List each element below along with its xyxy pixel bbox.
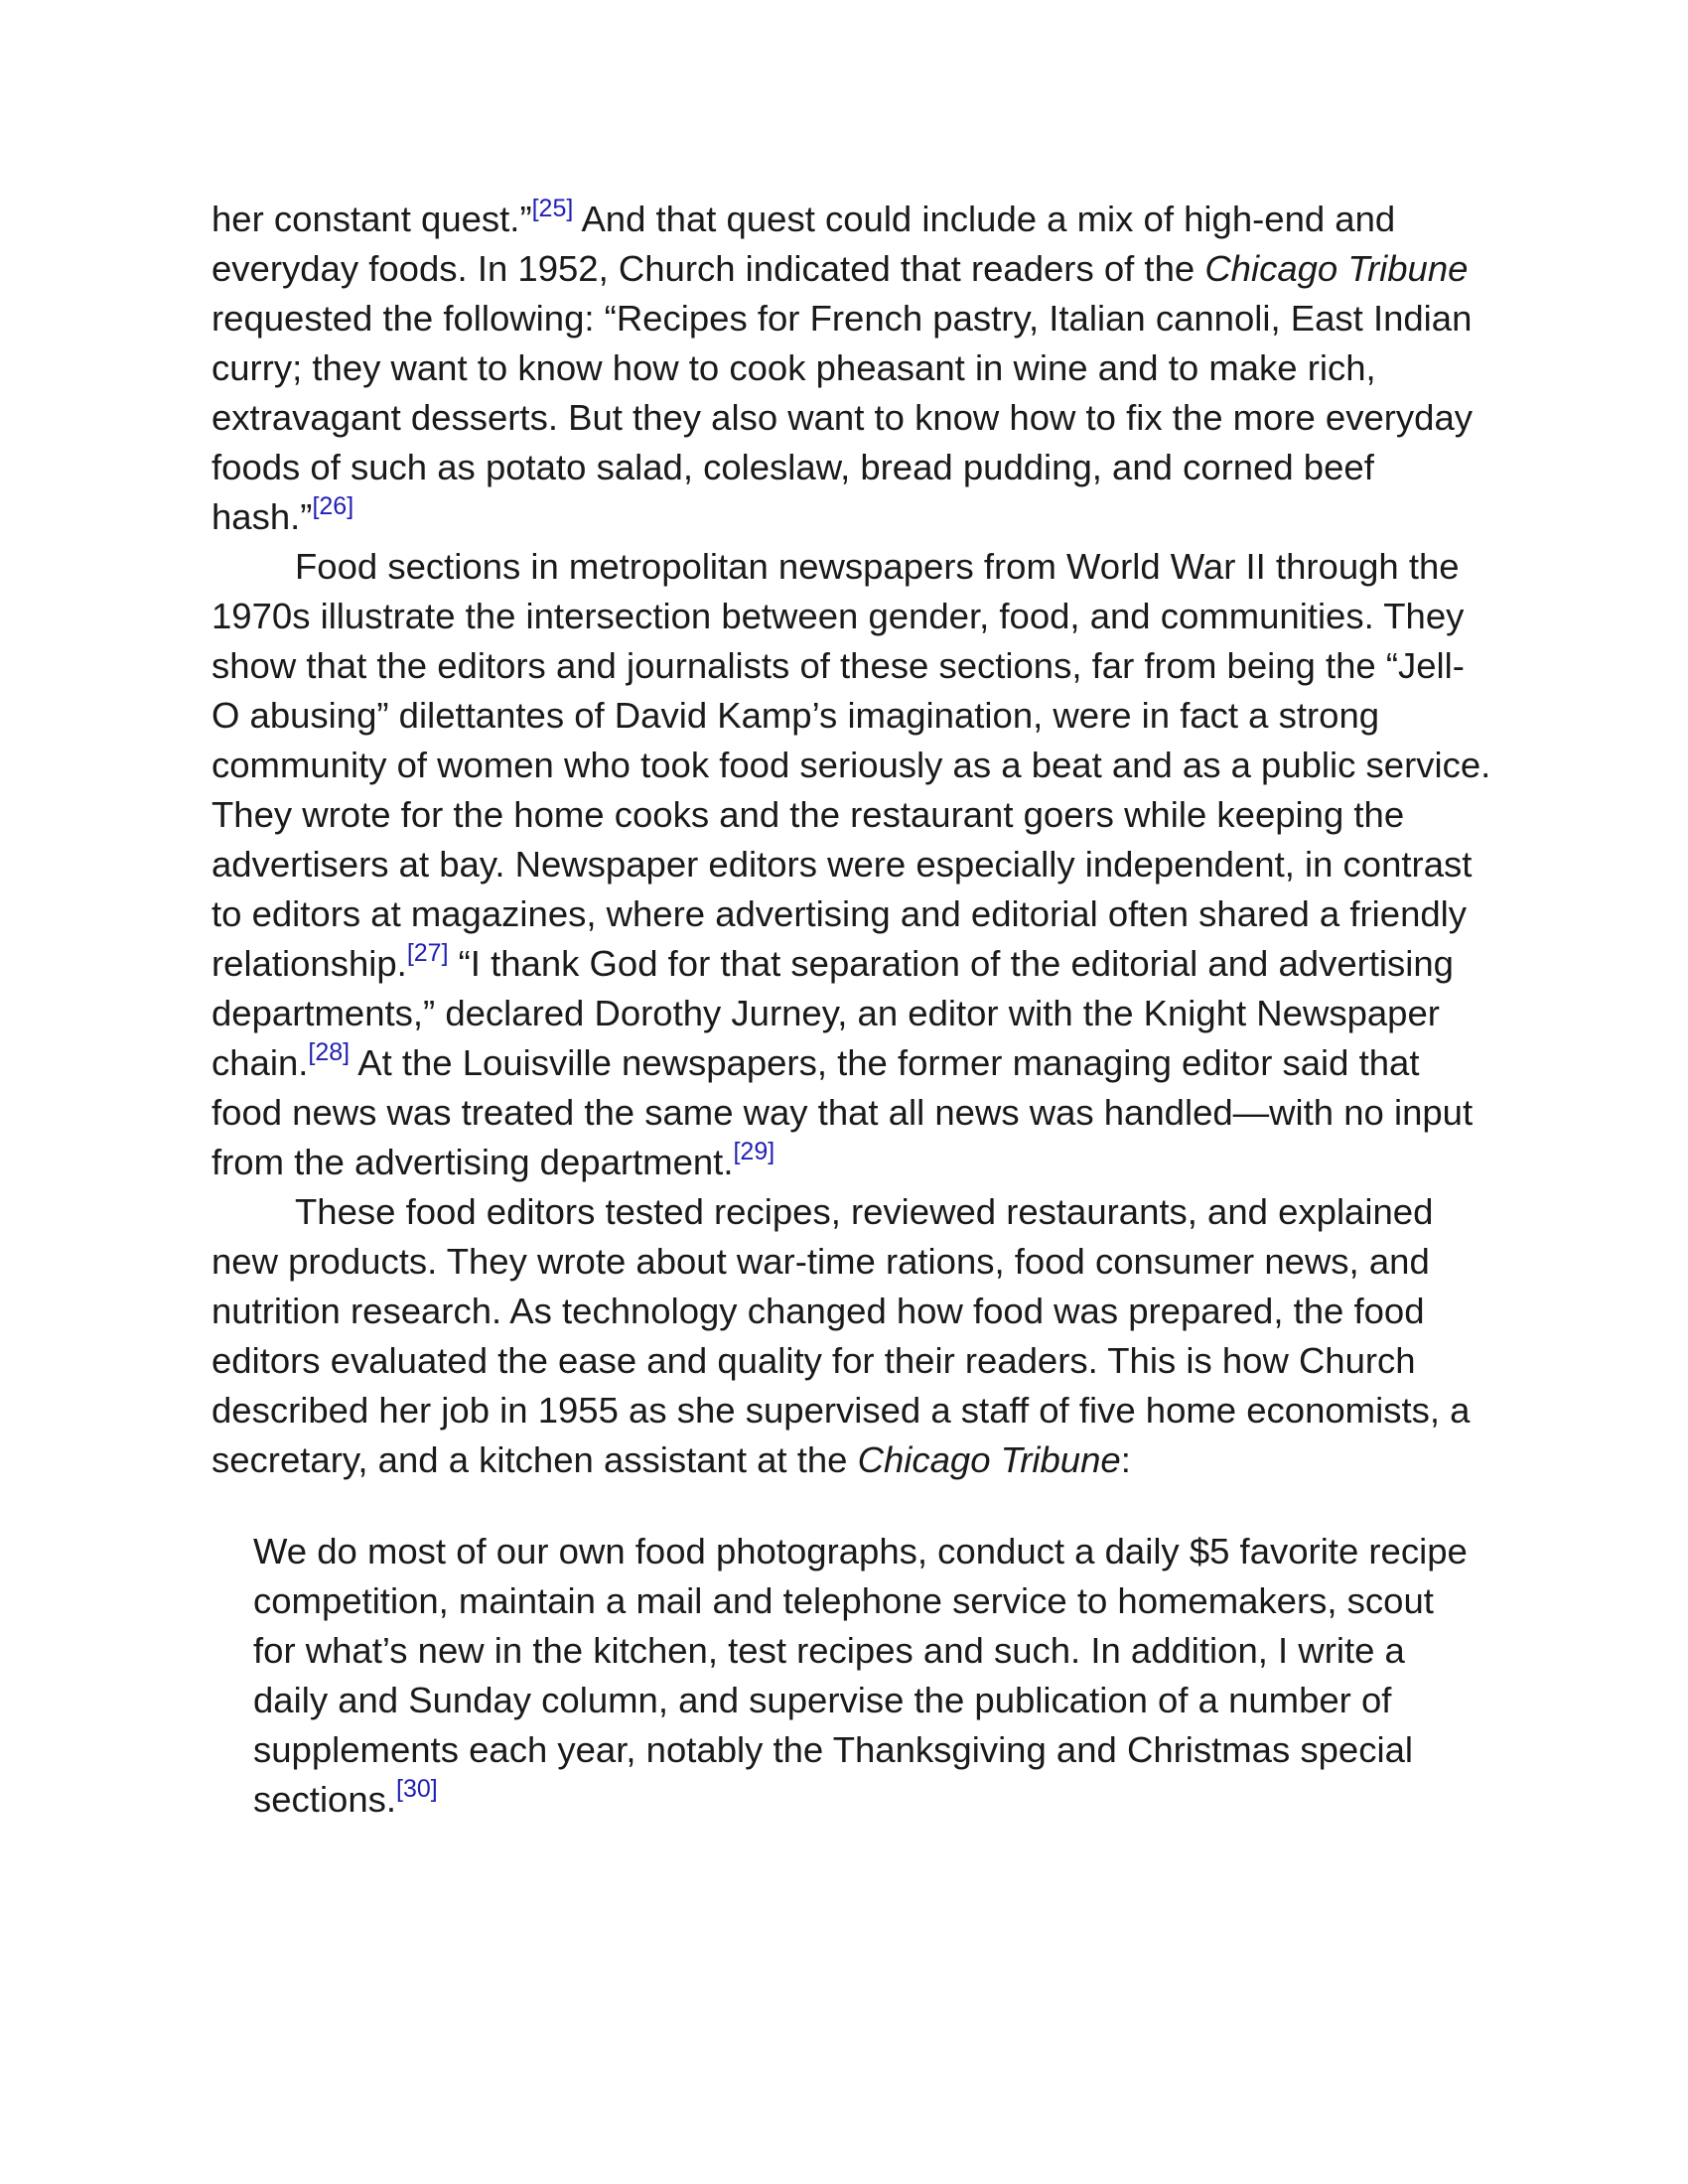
body-text: These food editors tested recipes, reviewed restaurants, and explained new products. They wrote about war-time rations, food consumer news, and nutrition research. As technology changed how food was prepared, the food editors evaluated the ease and quality for their readers. This is how Church described her job in 1955 as she supervised a staff of five home economists, a secretary, and a kitchen assistant at the bbox=[211, 1191, 1471, 1480]
footnote-ref[interactable]: [26] bbox=[312, 492, 354, 520]
body-text: At the Louisville newspapers, the former managing editor said that food news was treated the same way that all news was handled—with no input from the advertising department. bbox=[211, 1042, 1474, 1182]
body-text: And that quest could include a mix of high-end and everyday foods. In 1952, Church indicated that readers of the bbox=[211, 199, 1396, 289]
italic-text: Chicago Tribune bbox=[857, 1439, 1121, 1480]
footnote-ref[interactable]: [30] bbox=[396, 1775, 438, 1803]
block-quote bbox=[253, 1527, 1470, 1825]
paragraph-food-sections bbox=[211, 542, 1492, 1187]
footnote-ref[interactable]: [28] bbox=[308, 1038, 351, 1066]
paragraph-food-editors bbox=[211, 1187, 1492, 1485]
italic-text: Chicago Tribune bbox=[1204, 248, 1469, 289]
footnote-ref[interactable]: [27] bbox=[406, 939, 449, 967]
body-text: We do most of our own food photographs, conduct a daily $5 favorite recipe competition, maintain a mail and telephone service to homemakers, scout for what’s new in the kitchen, test recipes and such. In addition, I write a daily and Sunday column, and supervise the publication of a number of supplements each year, notably the Thanksgiving and Christmas special sections. bbox=[253, 1531, 1468, 1820]
body-text: Food sections in metropolitan newspapers from World War II through the 1970s illustrate the intersection between gender, food, and communities. They show that the editors and journalists of these sections, far from being the “Jell-O abusing” dilettantes of David Kamp’s imagination, were in fact a strong community of women who took food seriously as a beat and as a public service. They wrote for the home cooks and the restaurant goers while keeping the advertisers at bay. Newspaper editors were especially independent, in contrast to editors at magazines, where advertising and editorial often shared a friendly relationship. bbox=[211, 546, 1491, 984]
body-text: her constant quest.” bbox=[211, 199, 532, 239]
paragraph-continuation bbox=[211, 195, 1492, 542]
body-text: “I thank God for that separation of the editorial and advertising departments,” declared Dorothy Jurney, an editor with the Knight Newspaper chain. bbox=[211, 943, 1454, 1083]
body-text: requested the following: “Recipes for French pastry, Italian cannoli, East Indian curry; they want to know how to cook pheasant in wine and to make rich, extravagant desserts. But they also want to know how to fix the more everyday foods of such as potato salad, coleslaw, bread pudding, and corned beef hash.” bbox=[211, 298, 1474, 537]
footnote-ref[interactable]: [25] bbox=[531, 195, 574, 222]
body-text: : bbox=[1120, 1439, 1131, 1480]
document-page bbox=[211, 195, 1492, 1825]
footnote-ref[interactable]: [29] bbox=[733, 1138, 775, 1165]
